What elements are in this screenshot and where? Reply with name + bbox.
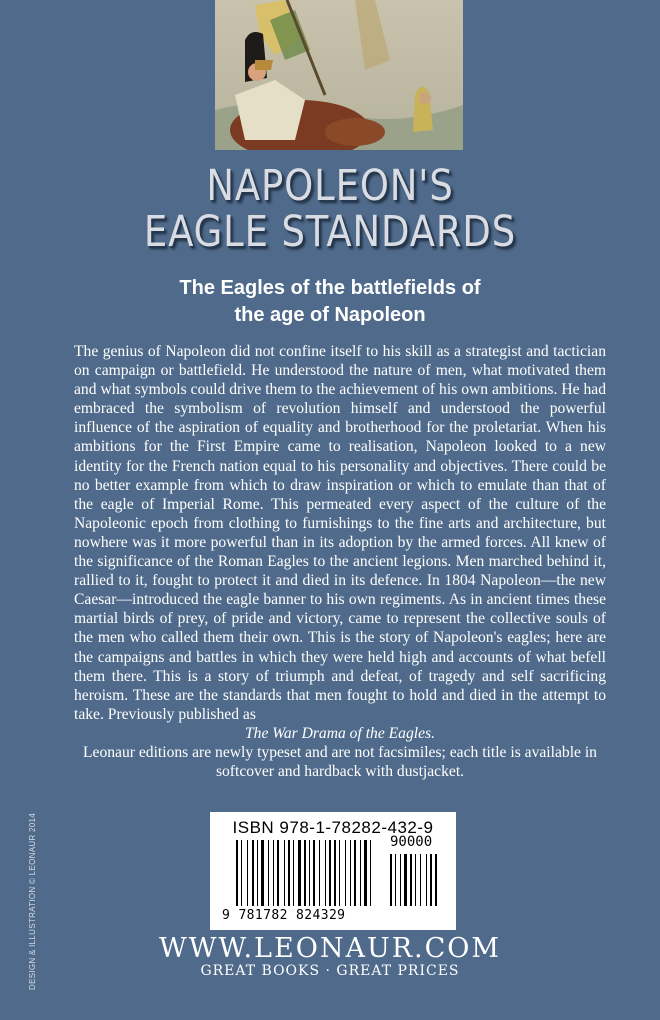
isbn-barcode: [210, 812, 456, 930]
blurb-main-paragraph: The genius of Napoleon did not confine itself to his skill as a strategist and tactician on campaign or battlefield. He understood the nature of men, what motivated them and what symbols could drive them to the achievement of his own ambitions. He had embraced the symbolism of revolution himself and understood the powerful influence of the aspiration of equality and brotherhood for the proletariat. When his ambitions for the First Empire came to realisation, Napoleon looked to a new identity for the French nation equal to his personality and objectives. There could be no better example from which to draw inspiration or which to emulate than that of the eagle of Imperial Rome. This permeated every aspect of the culture of the Napoleonic epoch from clothing to furnishings to the fine arts and architecture, but nowhere was it more powerful than in its adoption by the armed forces. All knew of the significance of the Roman Eagles to the ancient legions. Men marched behind it, rallied to it, fought to protect it and died in its defence. In 1804 Napoleon—the new Caesar—introduced the eagle banner to his own regiments. As in ancient times these martial birds of prey, of pride and victory, came to represent the collective souls of the men who called them their own. This is the story of Napoleon's eagles; here are the campaigns and battles in which they were held high and accounts of what befell them there. This is a story of triumph and defeat, of tragedy and self sacrificing heroism. These are the standards that men fought to hold and died in the attempt to take. Previously published as: [74, 343, 606, 723]
publisher-website[interactable]: WWW.LEONAUR.COM: [158, 933, 502, 964]
blurb-text: [74, 342, 606, 781]
editions-note: Leonaur editions are newly typeset and are not facsimiles; each title is available in softcover and hardback with dustjacket.: [83, 743, 597, 781]
cover-painting: [215, 0, 463, 150]
design-credit: DESIGN & ILLUSTRATION © LEONAUR 2014: [28, 812, 37, 990]
book-title-line-2: EAGLE STANDARDS: [143, 207, 517, 257]
previous-title: The War Drama of the Eagles.: [244, 724, 435, 742]
price-code: 90000: [390, 834, 433, 850]
publisher-tagline: GREAT BOOKS · GREAT PRICES: [200, 963, 460, 979]
subtitle-line-2: the age of Napoleon: [234, 304, 426, 326]
book-title-line-1: NAPOLEON'S: [206, 161, 454, 211]
ean-digits: 9 781782 824329: [222, 908, 346, 923]
isbn-number: ISBN 978-1-78282-432-9: [232, 818, 434, 837]
subtitle-line-1: The Eagles of the battlefields of: [179, 277, 481, 299]
